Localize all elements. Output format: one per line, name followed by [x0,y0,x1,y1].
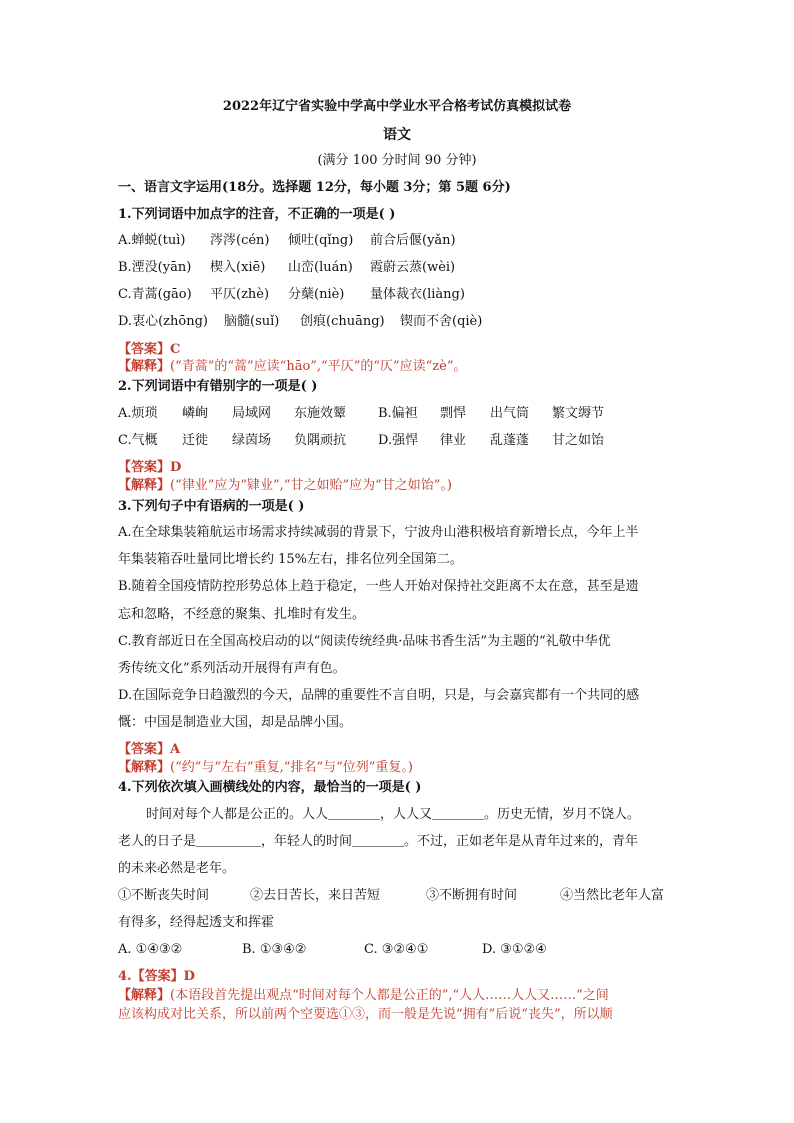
q3-c-line2: 秀传统文化”系列活动开展得有声有色。 [118,661,346,676]
q2-r2-1: C.气概 [118,433,158,448]
q3-stem: 3.下列句子中有语病的一项是( ) [118,499,305,514]
explain-tag: 【解释】 [118,478,171,493]
q4-explain-line1 [118,987,609,1005]
explain-tag: 【解释】 [118,988,171,1003]
exam-title: 2022年辽宁省实验中学高中学业水平合格考试仿真模拟试卷 [222,99,572,114]
q1-b-1: B.湮没(yān) [118,260,192,275]
explain-text: (“约”与“左右”重复,“排名”与“位列”重复。) [170,760,413,775]
q2-r1-3: 局域网 [232,406,272,421]
answer-tag: 【答案】 [118,742,171,757]
q4-passage-line2: 老人的日子是＿＿＿＿＿，年轻人的时间＿＿＿＿。不过，正如老年是从青年过来的，青年 [118,834,639,849]
q4-answer [118,968,195,986]
q2-r1-8: 繁文缛节 [552,406,605,421]
q1-c-2: 平仄(zhè) [210,287,270,302]
q1-option-d [118,313,483,331]
q1-answer [118,341,180,359]
q1-option-a [118,232,456,250]
explain-text: (“律业”应为“肄业”,“甘之如贻”应为“甘之如饴”。) [170,478,452,493]
q1-b-2: 楔入(xiē) [210,260,266,275]
q4-item-3: ③不断拥有时间 [426,888,518,903]
q1-c-3: 分蘖(niè) [288,287,345,302]
q2-row-1 [118,405,605,423]
q4-stem: 4.下列依次填入画横线处的内容，最恰当的一项是( ) [118,780,422,795]
q1-d-2: 脑髓(suǐ) [224,314,280,329]
q3-explain [118,759,413,777]
q1-a-3: 倾吐(qǐng) [288,233,354,248]
section-heading: 一、语言文字运用(18分。选择题 12分，每小题 3分；第 5题 6分) [118,180,511,195]
q4-item-4: ④当然比老年人富 [560,888,665,903]
q2-r2-4: 负隅顽抗 [294,433,347,448]
q1-b-3: 山峦(luán) [288,260,353,275]
q4-items-cont: 有得多，经得起透支和挥霍 [118,915,275,930]
answer-value: C [170,342,181,357]
answer-tag: 【答案】 [118,342,171,357]
explain-tag: 【解释】 [118,359,171,374]
q2-row-2 [118,432,605,450]
q4-choice-c: C. ③②④① [364,942,429,957]
q2-r2-7: 乱蓬蓬 [490,433,530,448]
q1-explain [118,358,466,376]
answer-value: D [183,969,195,984]
answer-number: 4. [118,969,132,984]
q2-explain [118,477,452,495]
q2-r2-5: D.强悍 [378,433,419,448]
q2-r2-2: 迁徙 [182,433,209,448]
q3-b-line2: 忘和忽略，不经意的聚集、扎堆时有发生。 [118,607,366,622]
q2-r1-2: 嶙峋 [182,406,209,421]
q4-choice-d: D. ③①②④ [482,942,547,957]
q3-a-line2: 年集装箱吞吐量同比增长约 15%左右，排名位列全国第二。 [118,552,464,567]
q2-stem: 2.下列词语中有错别字的一项是( ) [118,379,318,394]
answer-tag: 【答案】 [118,460,171,475]
answer-value: D [170,460,182,475]
q3-a-line1: A.在全球集装箱航运市场需求持续减弱的背景下，宁波舟山港积极培育新增长点，今年上半 [118,525,639,540]
q4-items [118,887,665,905]
q4-choice-b: B. ①③④② [242,942,307,957]
explain-text: (“青蒿”的“蒿”应读“hāo”,“平仄”的“仄”应读“zè”。 [170,359,467,374]
q4-choices [118,941,547,959]
q4-item-1: ①不断丧失时间 [118,888,210,903]
q1-b-4: 霞蔚云蒸(wèi) [370,260,456,275]
q3-answer [118,741,180,759]
q1-option-b [118,259,456,277]
q2-r2-3: 绿茵场 [232,433,272,448]
q2-r1-4: 东施效颦 [294,406,347,421]
q1-c-4: 量体裁衣(liàng) [370,287,465,302]
q1-c-1: C.青蒿(gāo) [118,287,192,302]
q3-c-line1: C.教育部近日在全国高校启动的以“阅读传统经典·品味书香生活”为主题的“礼敬中华优 [118,634,611,649]
q3-d-line1: D.在国际竞争日趋激烈的今天，品牌的重要性不言自明，只是，与会嘉宾都有一个共同的感 [118,688,640,703]
q3-d-line2: 慨：中国是制造业大国，却是品牌小国。 [118,715,353,730]
q2-r2-6: 律业 [440,433,467,448]
q1-stem: 1.下列词语中加点字的注音，不正确的一项是( ) [118,207,396,222]
q1-a-1: A.蝉蜕(tuì) [118,233,186,248]
q1-d-1: D.衷心(zhōng) [118,314,208,329]
q4-passage-line1: 时间对每个人都是公正的。人人＿＿＿＿，人人又＿＿＿＿。历史无情，岁月不饶人。 [146,807,641,822]
q2-r2-8: 甘之如饴 [552,433,605,448]
q2-answer [118,459,181,477]
q2-r1-5: B.偏袒 [378,406,418,421]
q1-d-4: 锲而不舍(qiè) [400,314,483,329]
answer-tag: 【答案】 [131,969,184,984]
q2-r1-1: A.烦琐 [118,406,158,421]
q4-passage-line3: 的未来必然是老年。 [118,861,236,876]
q2-r1-6: 剽悍 [440,406,467,421]
q1-a-2: 涔涔(cén) [210,233,270,248]
q2-r1-7: 出气筒 [490,406,530,421]
q4-item-2: ②去日苦长，来日苦短 [250,888,381,903]
q1-d-3: 创痕(chuāng) [300,314,385,329]
explain-tag: 【解释】 [118,760,171,775]
exam-info: (满分 100 分时间 90 分钟) [317,153,477,168]
q1-option-c [118,286,465,304]
explain-text: (本语段首先提出观点“时间对每个人都是公正的”,“人人……人人又……”之间 [170,988,609,1003]
q4-explain-line2: 应该构成对比关系，所以前两个空要选①③，而一般是先说“拥有”后说“丧失”，所以顺 [118,1007,613,1022]
q4-choice-a: A. ①④③② [118,942,183,957]
q3-b-line1: B.随着全国疫情防控形势总体上趋于稳定，一些人开始对保持社交距离不太在意，甚至是遗 [118,579,639,594]
q1-a-4: 前合后偃(yǎn) [370,233,456,248]
subject-title: 语文 [383,127,411,143]
answer-value: A [170,742,181,757]
